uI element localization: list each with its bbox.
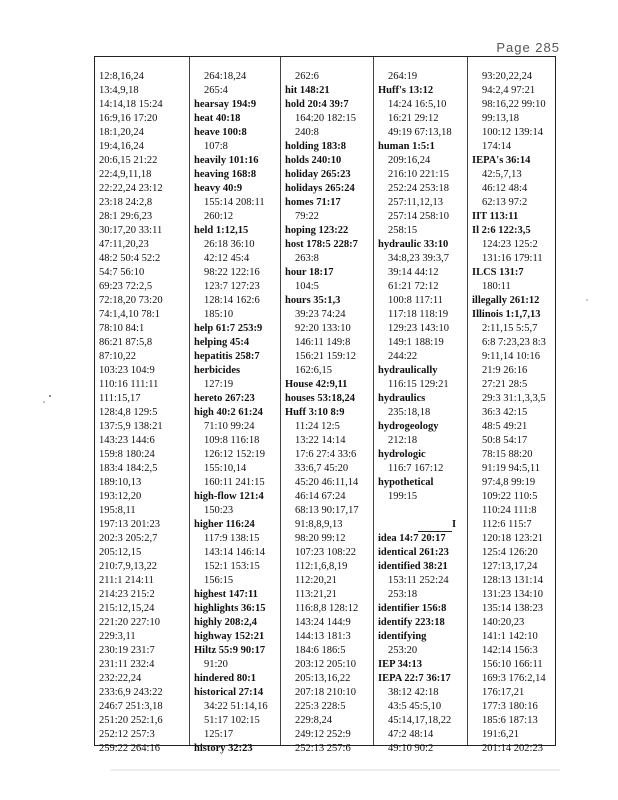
index-headword: identified 38:21 — [378, 561, 448, 572]
index-reference: 34:22 51:14,16 — [204, 701, 268, 712]
index-headword: historical 27:14 — [194, 687, 264, 698]
index-reference: 153:11 252:24 — [388, 575, 449, 586]
index-headword: holiday 265:23 — [285, 169, 351, 180]
index-reference: 107:8 — [204, 141, 228, 152]
index-reference: 201:14 202:23 — [482, 743, 543, 754]
index-reference: 176:17,21 — [482, 687, 525, 698]
index-reference: 142:14 156:3 — [482, 645, 538, 656]
index-reference: 78:10 84:1 — [99, 323, 145, 334]
index-headword: IEPA 22:7 36:17 — [378, 673, 451, 684]
index-headword: hydrogeology — [378, 421, 439, 432]
index-reference: 126:12 152:19 — [204, 449, 265, 460]
index-reference: 36:3 42:15 — [482, 407, 528, 418]
index-reference: 195:8,11 — [99, 505, 136, 516]
page-number: Page 285 — [496, 40, 560, 55]
index-reference: 140:20,23 — [482, 617, 525, 628]
index-reference: 125:4 126:20 — [482, 547, 538, 558]
index-reference: 39:14 44:12 — [388, 267, 439, 278]
index-headword: House 42:9,11 — [285, 379, 348, 390]
index-headword: hour 18:17 — [285, 267, 334, 278]
index-reference: 253:20 — [388, 645, 418, 656]
index-reference: 131:23 134:10 — [482, 589, 543, 600]
index-reference: 46:12 48:4 — [482, 183, 528, 194]
index-reference: 149:1 188:19 — [388, 337, 444, 348]
index-reference: 16:21 29:12 — [388, 113, 439, 124]
index-reference: 112:20,21 — [295, 575, 337, 586]
index-column-3 — [281, 57, 374, 754]
index-reference: 116:8,8 128:12 — [295, 603, 359, 614]
index-reference: 230:19 231:7 — [99, 645, 155, 656]
index-reference: 155:14 208:11 — [204, 197, 265, 208]
index-reference: 216:10 221:15 — [388, 169, 449, 180]
index-reference: 135:14 138:23 — [482, 603, 543, 614]
index-reference: 240:8 — [295, 127, 319, 138]
index-headword: hit 148:21 — [285, 85, 330, 96]
index-headword: highlights 36:15 — [194, 603, 266, 614]
index-headword: herbicides — [194, 365, 241, 376]
index-reference: 221:20 227:10 — [99, 617, 160, 628]
index-reference: 202:3 205:2,7 — [99, 533, 158, 544]
index-reference: 9:11,14 10:16 — [482, 351, 540, 362]
index-headword: Huff 3:10 8:9 — [285, 407, 345, 418]
index-reference: 62:13 97:2 — [482, 197, 528, 208]
index-reference: 22:22,24 23:12 — [99, 183, 163, 194]
index-reference: 39:23 74:24 — [295, 309, 346, 320]
index-reference: 116:7 167:12 — [388, 463, 444, 474]
index-column-5 — [468, 57, 557, 754]
index-reference: 246:7 251:3,18 — [99, 701, 163, 712]
index-reference: 6:8 7:23,23 8:3 — [482, 337, 546, 348]
index-column-2 — [190, 57, 281, 754]
index-headword: host 178:5 228:7 — [285, 239, 358, 250]
index-reference: 209:16,24 — [388, 155, 431, 166]
index-reference: 107:23 108:22 — [295, 547, 356, 558]
index-reference: 249:12 252:9 — [295, 729, 351, 740]
index-reference: 253:18 — [388, 589, 418, 600]
index-reference: 18:1,20,24 — [99, 127, 144, 138]
index-reference: 131:16 179:11 — [482, 253, 543, 264]
index-headword: hydraulic 33:10 — [378, 239, 449, 250]
index-reference: 109:8 116:18 — [204, 435, 260, 446]
index-reference: 19:4,16,24 — [99, 141, 144, 152]
index-headword: hindered 80:1 — [194, 673, 256, 684]
index-headword: holding 183:8 — [285, 141, 346, 152]
index-reference: 91:8,8,9,13 — [295, 519, 343, 530]
index-headword: hours 35:1,3 — [285, 295, 341, 306]
index-reference: 92:20 133:10 — [295, 323, 351, 334]
index-reference: 180:11 — [482, 281, 511, 292]
index-reference: 45:14,17,18,22 — [388, 715, 452, 726]
index-reference: 20:6,15 21:22 — [99, 155, 158, 166]
index-reference: 160:11 241:15 — [204, 477, 265, 488]
index-reference: 252:24 253:18 — [388, 183, 449, 194]
index-reference: 72:18,20 73:20 — [99, 295, 163, 306]
index-headword: Hiltz 55:9 90:17 — [194, 645, 266, 656]
index-reference: 143:23 144:6 — [99, 435, 155, 446]
index-reference: 263:8 — [295, 253, 319, 264]
index-reference: 13:4,9,18 — [99, 85, 139, 96]
index-reference: 33:6,7 45:20 — [295, 463, 349, 474]
index-reference: 193:12,20 — [99, 491, 142, 502]
index-reference: 21:9 26:16 — [482, 365, 528, 376]
index-headword: hydraulics — [378, 393, 426, 404]
index-reference: 257:11,12,13 — [388, 197, 444, 208]
index-reference: 203:12 205:10 — [295, 659, 356, 670]
index-reference: 13:22 14:14 — [295, 435, 346, 446]
index-reference: 177:3 180:16 — [482, 701, 538, 712]
index-headword: heavily 101:16 — [194, 155, 259, 166]
index-reference: 159:8 180:24 — [99, 449, 155, 460]
index-reference: 189:10,13 — [99, 477, 142, 488]
index-reference: 14:14,18 15:24 — [99, 99, 163, 110]
index-headword: held 1:12,15 — [194, 225, 249, 236]
letter-rule — [418, 522, 452, 532]
index-reference: 199:15 — [388, 491, 418, 502]
index-reference: 26:18 36:10 — [204, 239, 255, 250]
index-reference: 232:22,24 — [99, 673, 142, 684]
index-reference: 47:2 48:14 — [388, 729, 434, 740]
index-reference: 191:6,21 — [482, 729, 520, 740]
index-headword: IEP 34:13 — [378, 659, 423, 670]
index-headword: holds 240:10 — [285, 155, 342, 166]
index-reference: 104:5 — [295, 281, 319, 292]
index-headword: Il 2:6 122:3,5 — [472, 225, 531, 236]
index-reference: 143:24 144:9 — [295, 617, 351, 628]
index-reference: 156:15 — [204, 575, 234, 586]
index-reference: 54:7 56:10 — [99, 267, 145, 278]
index-reference: 117:9 138:15 — [204, 533, 260, 544]
index-reference: 49:19 67:13,18 — [388, 127, 452, 138]
index-reference: 109:22 110:5 — [482, 491, 538, 502]
index-reference: 212:18 — [388, 435, 418, 446]
index-headword: IEPA's 36:14 — [472, 155, 531, 166]
index-reference: 11:24 12:5 — [295, 421, 340, 432]
index-reference: 112:6 115:7 — [482, 519, 532, 530]
index-reference: 144:13 181:3 — [295, 631, 351, 642]
index-headword: hydrologic — [378, 449, 426, 460]
index-reference: 252:12 257:3 — [99, 729, 155, 740]
index-reference: 23:18 24:2,8 — [99, 197, 153, 208]
index-reference: 86:21 87:5,8 — [99, 337, 153, 348]
index-reference: 229:8,24 — [295, 715, 333, 726]
index-reference: 229:3,11 — [99, 631, 136, 642]
index-reference: 46:14 67:24 — [295, 491, 346, 502]
index-reference: 174:14 — [482, 141, 512, 152]
index-reference: 155:10,14 — [204, 463, 247, 474]
index-reference: 265:4 — [204, 85, 228, 96]
index-reference: 16:9,16 17:20 — [99, 113, 158, 124]
index-headword: holidays 265:24 — [285, 183, 355, 194]
index-headword: highway 152:21 — [194, 631, 265, 642]
index-headword: homes 71:17 — [285, 197, 341, 208]
index-reference: 100:12 139:14 — [482, 127, 543, 138]
index-reference: 93:20,22,24 — [482, 71, 533, 82]
index-reference: 141:1 142:10 — [482, 631, 538, 642]
index-reference: 48:2 50:4 52:2 — [99, 253, 161, 264]
index-reference: 225:3 228:5 — [295, 701, 346, 712]
index-reference: 97:4,8 99:19 — [482, 477, 536, 488]
index-reference: 99:13,18 — [482, 113, 520, 124]
index-reference: 69:23 72:2,5 — [99, 281, 153, 292]
index-headword: identifying — [378, 631, 427, 642]
index-headword: identify 223:18 — [378, 617, 445, 628]
index-reference: 164:20 182:15 — [295, 113, 356, 124]
index-reference: 169:3 176:2,14 — [482, 673, 546, 684]
index-reference: 87:10,22 — [99, 351, 137, 362]
index-reference: 215:12,15,24 — [99, 603, 155, 614]
index-reference: 128:14 162:6 — [204, 295, 260, 306]
letter-text: I — [452, 519, 457, 530]
index-column-1 — [95, 57, 190, 754]
index-reference: 91:20 — [204, 659, 228, 670]
index-reference: 264:19 — [388, 71, 418, 82]
index-reference: 68:13 90:17,17 — [295, 505, 359, 516]
index-reference: 214:23 215:2 — [99, 589, 155, 600]
index-headword: IIT 113:11 — [472, 211, 519, 222]
index-reference: 264:18,24 — [204, 71, 247, 82]
index-headword: Illinois 1:1,7,13 — [472, 309, 541, 320]
index-reference: 123:7 127:23 — [204, 281, 260, 292]
index-headword: heat 40:18 — [194, 113, 241, 124]
index-reference: 94:2,4 97:21 — [482, 85, 536, 96]
index-reference: 42:12 45:4 — [204, 253, 250, 264]
index-reference: 262:6 — [295, 71, 319, 82]
index-headword: idea 14:7 20:17 — [378, 533, 446, 544]
index-reference: 30:17,20 33:11 — [99, 225, 163, 236]
index-reference: 233:6,9 243:22 — [99, 687, 163, 698]
index-headword: high 40:2 61:24 — [194, 407, 263, 418]
index-headword: higher 116:24 — [194, 519, 255, 530]
index-headword: hearsay 194:9 — [194, 99, 257, 110]
index-letter-heading — [378, 518, 467, 532]
index-headword: high-flow 121:4 — [194, 491, 264, 502]
index-reference: 127:19 — [204, 379, 234, 390]
index-headword: help 61:7 253:9 — [194, 323, 263, 334]
index-headword: Huff's 13:12 — [378, 85, 434, 96]
index-reference: 252:13 257:6 — [295, 743, 351, 754]
index-reference: 251:20 252:1,6 — [99, 715, 163, 726]
index-reference: 22:4,9,11,18 — [99, 169, 152, 180]
index-reference: 231:11 232:4 — [99, 659, 155, 670]
index-reference: 150:23 — [204, 505, 234, 516]
index-reference: 91:19 94:5,11 — [482, 463, 540, 474]
index-reference: 116:15 129:21 — [388, 379, 449, 390]
index-reference: 185:10 — [204, 309, 234, 320]
index-reference: 45:20 46:11,14 — [295, 477, 359, 488]
index-headword: history 32:23 — [194, 743, 253, 754]
index-reference: 117:18 118:19 — [388, 309, 449, 320]
index-reference: 29:3 31:1,3,3,5 — [482, 393, 546, 404]
index-column-4 — [374, 57, 468, 754]
index-reference: 143:14 146:14 — [204, 547, 265, 558]
index-reference: 113:21,21 — [295, 589, 337, 600]
index-headword: heavy 40:9 — [194, 183, 243, 194]
index-reference: 260:12 — [204, 211, 234, 222]
index-reference: 137:5,9 138:21 — [99, 421, 163, 432]
index-reference: 259:22 264:16 — [99, 743, 160, 754]
index-reference: 98:16,22 99:10 — [482, 99, 546, 110]
index-reference: 128:4,8 129:5 — [99, 407, 158, 418]
index-reference: 2:11,15 5:5,7 — [482, 323, 538, 334]
index-reference: 110:24 111:8 — [482, 505, 537, 516]
index-reference: 183:4 184:2,5 — [99, 463, 158, 474]
index-reference: 207:18 210:10 — [295, 687, 356, 698]
index-headword: human 1:5:1 — [378, 141, 435, 152]
index-headword: ILCS 131:7 — [472, 267, 524, 278]
index-headword: hoping 123:22 — [285, 225, 349, 236]
index-headword: identical 261:23 — [378, 547, 449, 558]
index-reference: 74:1,4,10 78:1 — [99, 309, 160, 320]
index-headword: hepatitis 258:7 — [194, 351, 260, 362]
index-reference: 244:22 — [388, 351, 418, 362]
index-headword: hypothetical — [378, 477, 434, 488]
index-reference: 47:11,20,23 — [99, 239, 149, 250]
index-reference: 100:8 117:11 — [388, 295, 443, 306]
index-headword: hydraulically — [378, 365, 438, 376]
index-headword: helping 45:4 — [194, 337, 250, 348]
word-index-table — [94, 56, 556, 754]
index-reference: 48:5 49:21 — [482, 421, 528, 432]
index-reference: 12:8,16,24 — [99, 71, 144, 82]
index-headword: hold 20:4 39:7 — [285, 99, 349, 110]
index-headword: houses 53:18,24 — [285, 393, 356, 404]
index-reference: 156:10 166:11 — [482, 659, 543, 670]
index-reference: 79:22 — [295, 211, 319, 222]
index-reference: 78:15 88:20 — [482, 449, 533, 460]
index-reference: 162:6,15 — [295, 365, 333, 376]
index-reference: 71:10 99:24 — [204, 421, 255, 432]
index-reference: 156:21 159:12 — [295, 351, 356, 362]
index-reference: 38:12 42:18 — [388, 687, 439, 698]
index-reference: 17:6 27:4 33:6 — [295, 449, 357, 460]
index-reference: 152:1 153:15 — [204, 561, 260, 572]
index-reference: 14:24 16:5,10 — [388, 99, 447, 110]
index-headword: hereto 267:23 — [194, 393, 255, 404]
index-headword: illegally 261:12 — [472, 295, 540, 306]
index-reference: 103:23 104:9 — [99, 365, 155, 376]
index-headword: highest 147:11 — [194, 589, 258, 600]
index-reference: 235:18,18 — [388, 407, 431, 418]
index-reference: 210:7,9,13,22 — [99, 561, 158, 572]
index-reference: 111:15,17 — [99, 393, 141, 404]
index-reference: 43:5 45:5,10 — [388, 701, 442, 712]
index-reference: 257:14 258:10 — [388, 211, 449, 222]
index-reference: 51:17 102:15 — [204, 715, 260, 726]
index-reference: 98:22 122:16 — [204, 267, 260, 278]
index-reference: 184:6 186:5 — [295, 645, 346, 656]
index-headword: heaving 168:8 — [194, 169, 257, 180]
index-reference: 128:13 131:14 — [482, 575, 543, 586]
index-reference: 197:13 201:23 — [99, 519, 160, 530]
index-reference: 28:1 29:6,23 — [99, 211, 153, 222]
index-reference: 127:13,17,24 — [482, 561, 538, 572]
index-spacer — [378, 504, 467, 518]
index-reference: 42:5,7,13 — [482, 169, 522, 180]
index-reference: 211:1 214:11 — [99, 575, 154, 586]
index-headword: heave 100:8 — [194, 127, 247, 138]
index-reference: 129:23 143:10 — [388, 323, 449, 334]
index-reference: 120:18 123:21 — [482, 533, 543, 544]
index-reference: 34:8,23 39:3,7 — [388, 253, 449, 264]
index-reference: 50:8 54:17 — [482, 435, 528, 446]
index-reference: 146:11 149:8 — [295, 337, 351, 348]
index-reference: 185:6 187:13 — [482, 715, 538, 726]
index-reference: 205:13,16,22 — [295, 673, 351, 684]
index-headword: identifier 156:8 — [378, 603, 447, 614]
index-reference: 98:20 99:12 — [295, 533, 346, 544]
index-reference: 124:23 125:2 — [482, 239, 538, 250]
index-headword: highly 208:2,4 — [194, 617, 258, 628]
index-reference: 49:10 90:2 — [388, 743, 434, 754]
index-reference: 205:12,15 — [99, 547, 142, 558]
index-reference: 110:16 111:11 — [99, 379, 159, 390]
index-reference: 27:21 28:5 — [482, 379, 528, 390]
index-reference: 258:15 — [388, 225, 418, 236]
index-reference: 61:21 72:12 — [388, 281, 439, 292]
index-reference: 112:1,6,8,19 — [295, 561, 348, 572]
index-reference: 125:17 — [204, 729, 234, 740]
